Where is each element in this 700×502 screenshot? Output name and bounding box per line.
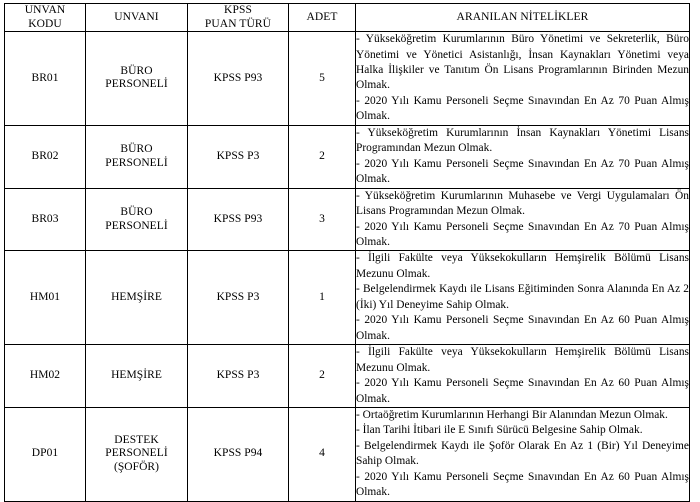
table-row: [5, 345, 690, 408]
cell-unvan-kodu: DP01: [5, 408, 86, 502]
cell-unvan-kodu: BR03: [5, 188, 86, 251]
cell-unvani-line: BÜRO: [120, 64, 153, 77]
qualification-item: - Belgelendirmek Kaydı ile Şoför Olarak En Az 1 (Bir) Yıl Deneyime Sahip Olmak.: [356, 439, 689, 468]
cell-unvani-line: HEMŞİRE: [111, 369, 162, 382]
cell-adet: 2: [289, 125, 356, 188]
cell-aranilan-nitelikler: [356, 345, 690, 408]
cell-kpss-puan-turu: KPSS P3: [188, 125, 289, 188]
column-header-line: UNVANI: [114, 10, 159, 23]
cell-unvani-line: PERSONELİ: [105, 219, 168, 232]
qualification-item: - 2020 Yılı Kamu Personeli Seçme Sınavından En Az 70 Puan Almış Olmak.: [356, 94, 689, 123]
table-header: [5, 4, 690, 32]
qualification-item: - İlan Tarihi İtibari ile E Sınıfı Sürücü Belgesine Sahip Olmak.: [356, 424, 643, 437]
qualification-item: - 2020 Yılı Kamu Personeli Seçme Sınavından En Az 70 Puan Almış Olmak.: [356, 220, 689, 249]
cell-unvani: [86, 345, 188, 408]
qualification-item: - Belgelendirmek Kaydı ile Lisans Eğitiminden Sonra Alanında En Az 2 (İki) Yıl Deneyime Sahip Olmak.: [356, 283, 689, 311]
column-header-aranilan-nitelikler: [356, 4, 690, 32]
table-row: [5, 32, 690, 126]
qualification-item: - 2020 Yılı Kamu Personeli Seçme Sınavından En Az 70 Puan Almış Olmak.: [356, 157, 689, 186]
cell-unvan-kodu: BR02: [5, 125, 86, 188]
cell-aranilan-nitelikler: [356, 408, 690, 502]
cell-adet: 3: [289, 188, 356, 251]
qualification-item: - Yükseköğretim Kurumlarının Büro Yönetimi ve Sekreterlik, Büro Yönetimi ve Yönetici Asistanlığı, İnsan Kaynakları Yönetimi veya Halka İlişkiler ve Tanıtım Ön Lisans Programlarının Birinden Mezun Olmak.: [356, 33, 689, 92]
table-row: [5, 125, 690, 188]
cell-unvani: [86, 251, 188, 345]
cell-aranilan-nitelikler: [356, 188, 690, 251]
table-row: [5, 188, 690, 251]
column-header-kpss-puan-turu: [188, 4, 289, 32]
column-header-unvan-kodu: [5, 4, 86, 32]
table-body: [5, 32, 690, 502]
column-header-adet: [289, 4, 356, 32]
table-row: [5, 251, 690, 345]
table-header-row: [5, 4, 690, 32]
qualification-item: - İlgili Fakülte veya Yüksekokulların Hemşirelik Bölümü Lisans Mezunu Olmak.: [356, 252, 689, 280]
cell-kpss-puan-turu: KPSS P3: [188, 251, 289, 345]
qualification-item: - 2020 Yılı Kamu Personeli Seçme Sınavından En Az 60 Puan Almış Olmak.: [356, 314, 689, 342]
qualification-item: - Ortaöğretim Kurumlarının Herhangi Bir Alanından Mezun Olmak.: [356, 409, 668, 421]
cell-unvani: [86, 188, 188, 251]
column-header-line: KODU: [28, 17, 62, 30]
column-header-line: ADET: [306, 10, 338, 23]
column-header-line: ARANILAN NİTELİKLER: [456, 10, 589, 23]
cell-unvan-kodu: HM01: [5, 251, 86, 345]
cell-adet: 2: [289, 345, 356, 408]
cell-unvan-kodu: BR01: [5, 32, 86, 126]
column-header-line: KPSS: [224, 4, 252, 16]
qualification-item: - 2020 Yılı Kamu Personeli Seçme Sınavından En Az 60 Puan Almış Olmak.: [356, 377, 689, 405]
table-row: [5, 408, 690, 502]
column-header-line: PUAN TÜRÜ: [204, 17, 272, 30]
cell-adet: 1: [289, 251, 356, 345]
cell-unvani-line: DESTEK: [114, 433, 159, 446]
cell-unvani-line: PERSONELİ: [105, 447, 168, 460]
qualification-item: - Yükseköğretim Kurumlarının Muhasebe ve Vergi Uygulamaları Ön Lisans Programından Mezun Olmak.: [356, 189, 689, 218]
qualification-item: - 2020 Yılı Kamu Personeli Seçme Sınavından En Az 60 Puan Almış Olmak.: [356, 470, 689, 499]
qualification-item: - İlgili Fakülte veya Yüksekokulların Hemşirelik Bölümü Lisans Mezunu Olmak.: [356, 346, 689, 374]
column-header-line: UNVAN: [24, 4, 66, 16]
cell-unvani: [86, 408, 188, 502]
cell-unvani: [86, 32, 188, 126]
cell-unvani-line: BÜRO: [120, 205, 153, 218]
cell-aranilan-nitelikler: [356, 125, 690, 188]
column-header-unvani: [86, 4, 188, 32]
cell-unvani-line: (ŞOFÖR): [113, 461, 160, 474]
cell-unvani: [86, 125, 188, 188]
job-positions-table: [4, 3, 690, 502]
qualification-item: - Yükseköğretim Kurumlarının İnsan Kaynakları Yönetimi Lisans Programından Mezun Olmak.: [356, 126, 689, 155]
cell-unvani-line: HEMŞİRE: [111, 290, 162, 303]
cell-kpss-puan-turu: KPSS P93: [188, 32, 289, 126]
cell-aranilan-nitelikler: [356, 251, 690, 345]
cell-kpss-puan-turu: KPSS P94: [188, 408, 289, 502]
cell-kpss-puan-turu: KPSS P93: [188, 188, 289, 251]
cell-unvani-line: BÜRO: [120, 142, 153, 155]
cell-unvani-line: PERSONELİ: [105, 156, 168, 169]
cell-kpss-puan-turu: KPSS P3: [188, 345, 289, 408]
cell-unvani-line: PERSONELİ: [105, 78, 168, 91]
cell-unvan-kodu: HM02: [5, 345, 86, 408]
cell-aranilan-nitelikler: [356, 32, 690, 126]
cell-adet: 4: [289, 408, 356, 502]
cell-adet: 5: [289, 32, 356, 126]
